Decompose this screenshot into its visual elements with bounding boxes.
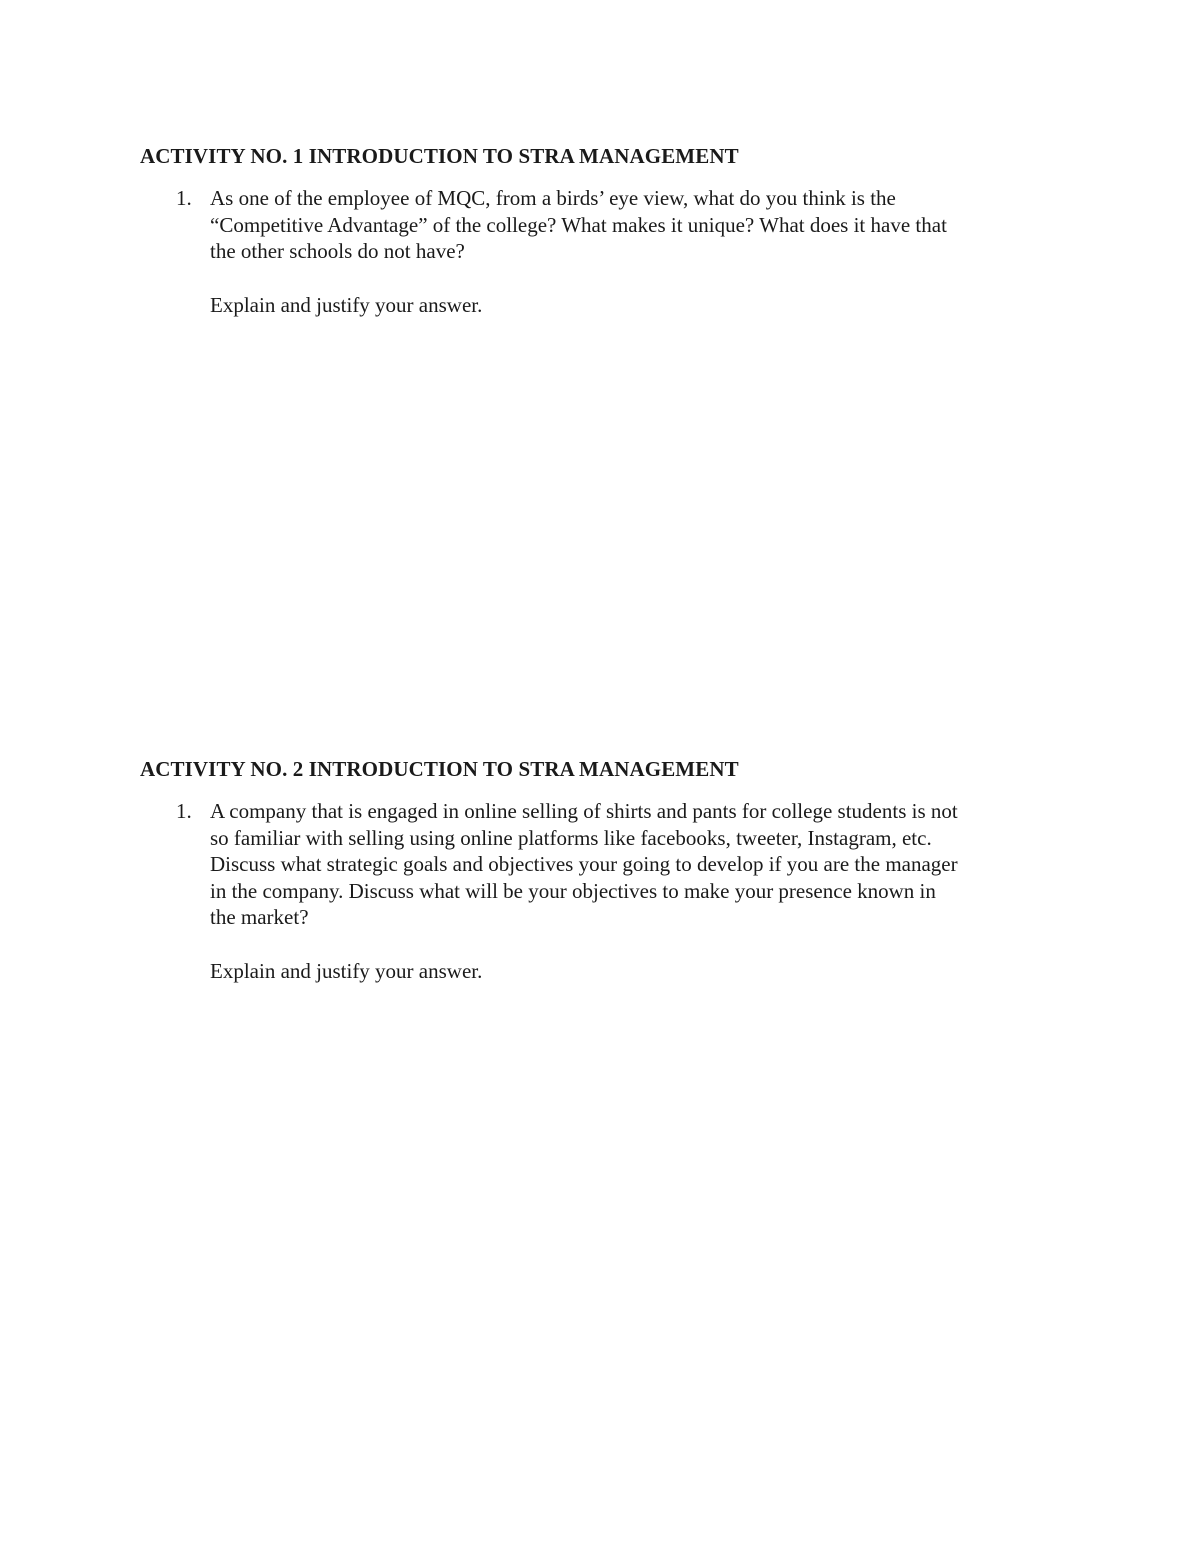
- instruction-text: Explain and justify your answer.: [210, 292, 483, 317]
- activity-2: [140, 756, 1060, 984]
- question-text: A company that is engaged in online selling of shirts and pants for college students is not so familiar with selling using online platforms like facebooks, tweeter, Instagram, etc. Discuss what strategic goals and objectives your going to develop if you are the manager in the company. Discuss what will be your objectives to make your presence known in the market?: [210, 799, 958, 929]
- activity-1: [140, 143, 1060, 318]
- question-number: 1.: [176, 799, 192, 823]
- activity-1-title: ACTIVITY NO. 1 INTRODUCTION TO STRA MANAGEMENT: [140, 144, 739, 168]
- instruction-text: Explain and justify your answer.: [210, 958, 483, 983]
- activity-2-title: ACTIVITY NO. 2 INTRODUCTION TO STRA MANAGEMENT: [140, 757, 739, 781]
- activity-1-question: [140, 185, 1060, 318]
- question-number: 1.: [176, 186, 192, 210]
- activity-2-question: [140, 798, 1060, 984]
- question-text: As one of the employee of MQC, from a birds’ eye view, what do you think is the “Competitive Advantage” of the college? What makes it unique? What does it have that the other schools do not have?: [210, 186, 947, 263]
